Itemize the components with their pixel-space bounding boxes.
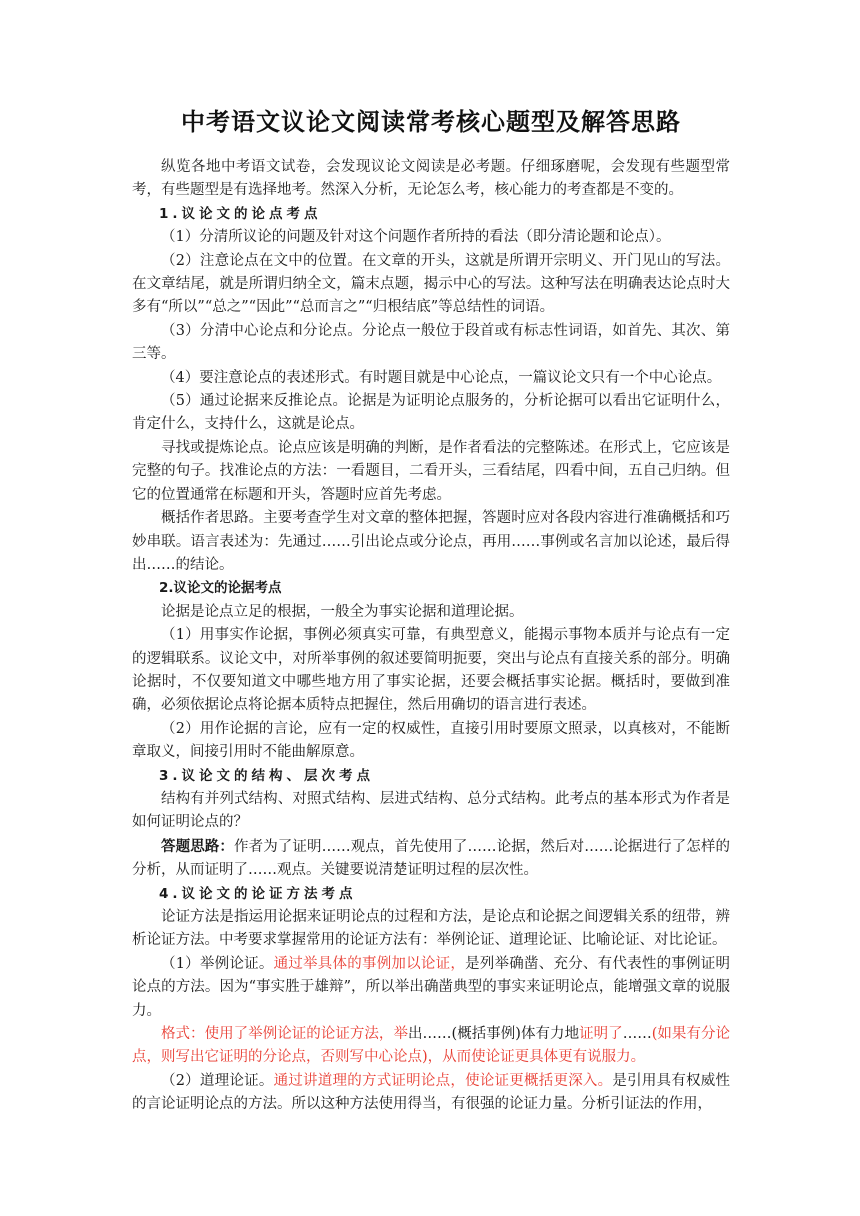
section-2-item-1: （1）用事实作论据，事例必须真实可靠，有典型意义，能揭示事物本质并与论点有一定的逻辑联系。议论文中，对所举事例的叙述要简明扼要，突出与论点有直接关系的部分。明确论据时，不仅要知道文中哪些地方用了事实论据，还要会概括事实论据。概括时，要做到准确，必须依据论点将论据本质特点把握住，然后用确切的语言进行表述。 xyxy=(132,627,730,714)
section-4-item-2 xyxy=(132,1070,730,1117)
reason-argument-text: 是引用具有权威性的言论证明论点的方法。所以这种方法使用得当，有很强的论证力量。分析引证法的作用， xyxy=(132,1072,731,1113)
answer-approach-label: 答题思路： xyxy=(161,837,234,855)
section-1-paragraph-find-thesis: 寻找或提炼论点。论点应该是明确的判断，是作者看法的完整陈述。在形式上，它应该是完整的句子。找准论点的方法：一看题目，二看开头，三看结尾，四看中间，五自己归纳。但它的位置通常在标题和开头，答题时应首先考虑。 xyxy=(132,439,730,503)
format-black-1: 出……(概括事例)体有力地 xyxy=(407,1026,580,1043)
example-argument-highlight: 通过举具体的事例加以论证， xyxy=(273,955,466,972)
section-1-item-5: （5）通过论据来反推论点。论据是为证明论点服务的，分析论据可以看出它证明什么，肯定什么，支持什么，这就是论点。 xyxy=(132,393,730,433)
format-red-2: 证明了 xyxy=(579,1026,623,1043)
section-2-intro: 论据是论点立足的根据，一般全为事实论据和道理论据。 xyxy=(161,603,524,620)
section-4-heading: 4.议论文的论证方法考点 xyxy=(159,885,357,902)
section-4-item-1 xyxy=(132,953,730,1023)
example-argument-label: （1）举例论证。 xyxy=(161,955,274,972)
section-1-item-2: （2）注意论点在文中的位置。在文章的开头，这就是所谓开宗明义、开门见山的写法。在文章结尾，就是所谓归纳全文，篇末点题，揭示中心的写法。这种写法在明确表达论点时大多有“所以”“总之”“因此”“总而言之”“归根结底”等总结性的词语。 xyxy=(132,252,730,316)
section-3-paragraph: 结构有并列式结构、对照式结构、层进式结构、总分式结构。此考点的基本形式为作者是如何证明论点的？ xyxy=(132,790,730,831)
section-3-heading: 3.议论文的结构、层次考点 xyxy=(159,767,375,784)
section-1-item-1: （1）分清所议论的问题及针对这个问题作者所持的看法（即分清论题和论点）。 xyxy=(161,229,671,246)
intro-paragraph: 纵览各地中考语文试卷，会发现议论文阅读是必考题。仔细琢磨呢，会发现有些题型常考，有些题型是有选择地考。然深入分析，无论怎么考，核心能力的考查都是不变的。 xyxy=(132,159,730,199)
document-title: 中考语文议论文阅读常考核心题型及解答思路 xyxy=(181,108,681,136)
section-1-heading: 1.议论文的论点考点 xyxy=(159,205,322,222)
example-argument-text: 是列举确凿、充分、有代表性的事例证明论点的方法。因为“事实胜于雄辩”，所以举出确凿典型的事实来证明论点，能增强文章的说服力。 xyxy=(132,955,730,1019)
section-1-item-4: （4）要注意论点的表述形式。有时题目就是中心论点，一篇议论文只有一个中心论点。 xyxy=(161,369,722,386)
reason-argument-label: （2）道理论证。 xyxy=(161,1072,274,1089)
section-1-item-3: （3）分清中心论点和分论点。分论点一般位于段首或有标志性词语，如首先、其次、第三等。 xyxy=(132,322,730,363)
section-2-item-2: （2）用作论据的言论，应有一定的权威性，直接引用时要原文照录，以真核对，不能断章取义，间接引用时不能曲解原意。 xyxy=(132,720,730,761)
reason-argument-highlight: 通过讲道理的方式证明论点，使论证更概括更深入。 xyxy=(273,1072,613,1089)
section-4-intro: 论证方法是指运用论据来证明论点的过程和方法，是论点和论据之间逻辑关系的纽带，辨析论证方法。中考要求掌握常用的论证方法有：举例论证、道理论证、比喻论证、对比论证。 xyxy=(132,909,730,949)
section-2-heading: 2.议论文的论据考点 xyxy=(159,580,282,597)
section-4-format xyxy=(132,1023,730,1070)
section-1-paragraph-summary: 概括作者思路。主要考查学生对文章的整体把握，答题时应对各段内容进行准确概括和巧妙串联。语言表述为：先通过……引出论点或分论点，再用……事例或名言加以论述，最后得出……的结论。 xyxy=(132,510,730,573)
format-red-1: 格式：使用了举例论证的论证方法，举 xyxy=(161,1026,408,1043)
format-red-3: (如果有分论点，则写出它证明的分论点，否则写中心论点)，从而使论证更具体更有说服力。 xyxy=(132,1026,730,1066)
answer-approach-text: 作者为了证明……观点，首先使用了……论据，然后对……论据进行了怎样的分析，从而证明了……观点。关键要说清楚证明过程的层次性。 xyxy=(132,838,730,879)
section-3-answer-approach xyxy=(132,835,730,883)
format-black-2: …… xyxy=(622,1026,652,1043)
document-page xyxy=(132,96,730,1117)
